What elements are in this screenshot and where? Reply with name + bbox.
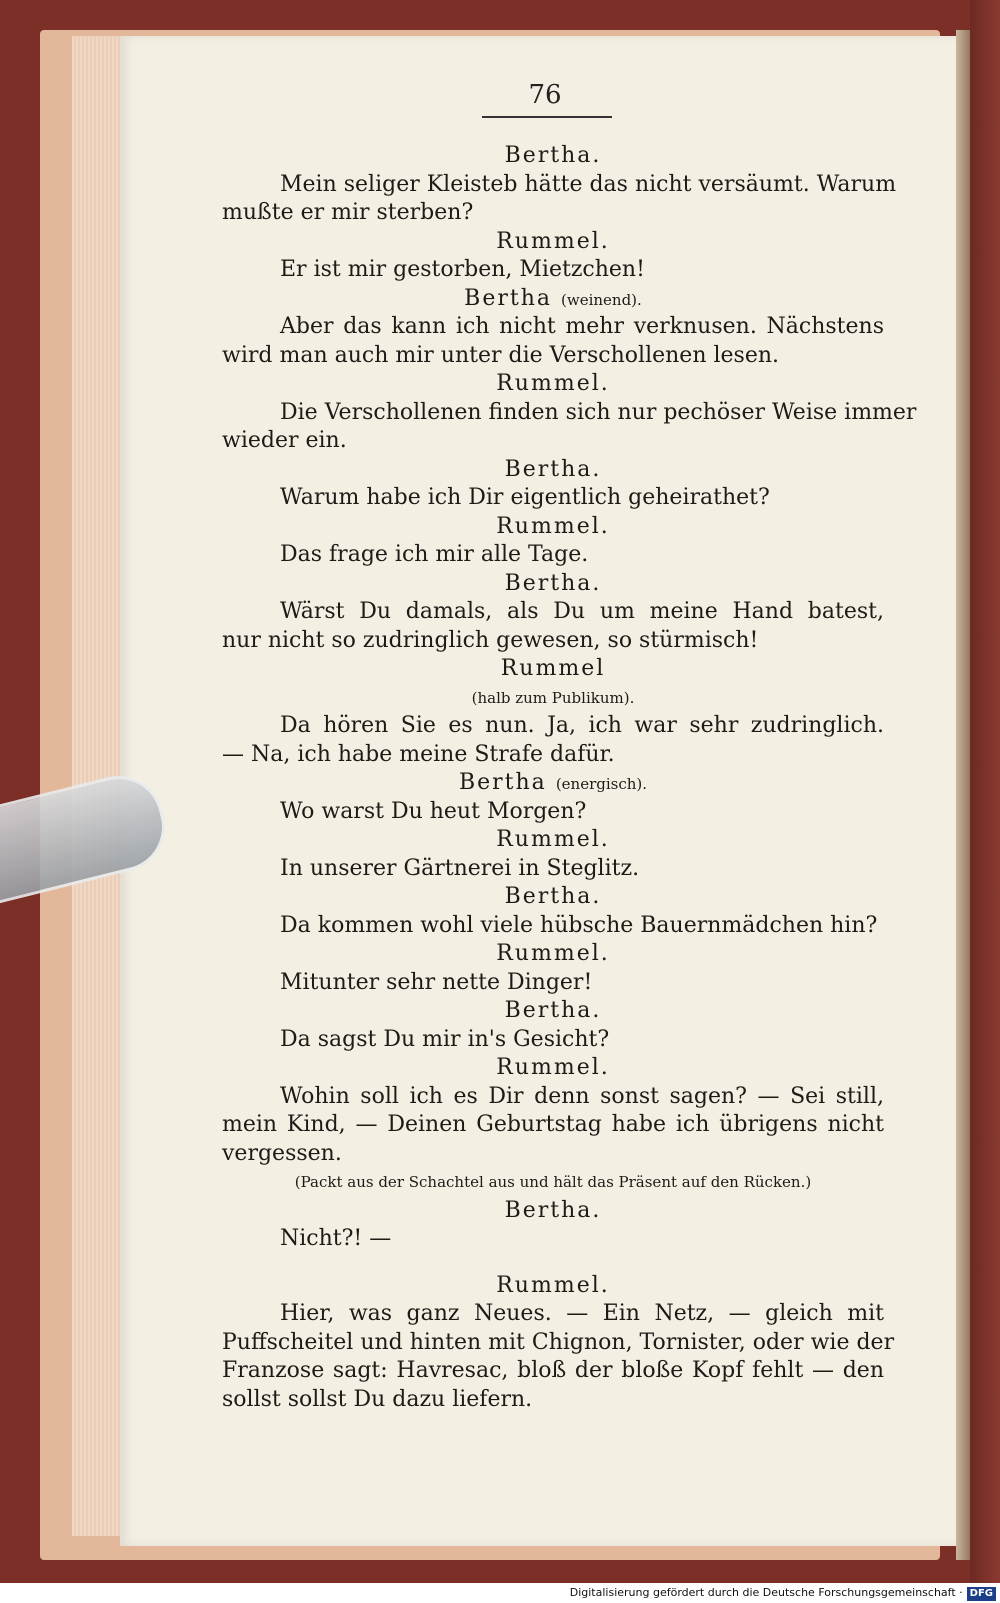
dialogue-line: Mitunter sehr nette Dinger!: [280, 969, 593, 995]
dialogue-line: nur nicht so zudringlich gewesen, so stürmisch!: [222, 627, 759, 653]
speaker-with-direction: [222, 285, 884, 314]
page-number: 76: [528, 80, 562, 110]
dfg-logo: DFG: [967, 1587, 996, 1601]
dialogue-line: wird man auch mir unter die Verschollenen lesen.: [222, 342, 780, 368]
speaker-name: Rummel.: [496, 1272, 610, 1298]
dialogue-line: mein Kind, — Deinen Geburtstag habe ich übrigens nicht: [222, 1112, 884, 1137]
spacer: [222, 1254, 884, 1272]
dialogue-line: Hier, was ganz Neues. — Ein Netz, — gleich mit: [280, 1301, 884, 1326]
dialogue-line: Wärst Du damals, als Du um meine Hand batest,: [280, 599, 884, 624]
dialogue-line: Die Verschollenen finden sich nur pechöser Weise immer: [280, 399, 917, 425]
dialogue-line: In unserer Gärtnerei in Steglitz.: [280, 855, 640, 881]
page-text: [222, 142, 917, 1414]
dialogue-line: Das frage ich mir alle Tage.: [280, 542, 589, 567]
speaker-name: Rummel.: [496, 1055, 610, 1080]
dialogue-line: Wo warst Du heut Morgen?: [280, 798, 587, 824]
scan-edge: [970, 0, 1000, 1583]
speaker-name: Bertha.: [504, 998, 602, 1023]
dialogue-line: Warum habe ich Dir eigentlich geheirathet?: [280, 485, 770, 510]
stage-direction: (halb zum Publikum).: [471, 688, 635, 707]
speaker-name: Rummel.: [496, 371, 610, 396]
dialogue-line: Wohin soll ich es Dir denn sonst sagen? — Sei still,: [280, 1083, 884, 1109]
dialogue-line: mußte er mir sterben?: [222, 200, 474, 225]
dialogue-line: Da sagst Du mir in's Gesicht?: [280, 1026, 610, 1052]
dialogue-line: sollst sollst Du dazu liefern.: [222, 1386, 533, 1412]
speaker-name: Rummel.: [496, 228, 610, 254]
dialogue-line: Er ist mir gestorben, Mietzchen!: [280, 257, 645, 282]
speaker-name: Bertha.: [504, 143, 602, 168]
speaker-name: Rummel.: [496, 513, 610, 539]
dialogue-line: — Na, ich habe meine Strafe dafür.: [222, 741, 615, 767]
speaker-name: Rummel.: [496, 827, 610, 852]
stage-direction: (weinend).: [561, 290, 642, 309]
speaker-name: Bertha.: [504, 456, 602, 482]
speaker-with-direction: [222, 769, 884, 798]
stage-direction: (Packt aus der Schachtel aus und hält das Präsent auf den Rücken.): [294, 1173, 812, 1191]
dialogue-line: Franzose sagt: Havresac, bloß der bloße Kopf fehlt — den: [222, 1358, 884, 1383]
speaker-name: Rummel.: [496, 941, 610, 966]
dialogue-line: Puffscheitel und hinten mit Chignon, Tornister, oder wie der: [222, 1329, 895, 1355]
speaker-name: Bertha.: [504, 570, 602, 596]
speaker-name: Bertha.: [504, 1197, 602, 1223]
dialogue-line: Mein seliger Kleisteb hätte das nicht versäumt. Warum: [280, 171, 897, 197]
speaker-name: Bertha.: [504, 884, 602, 909]
speaker-name: Bertha: [464, 285, 553, 311]
footer-credit: Digitalisierung gefördert durch die Deutsche Forschungsgemeinschaft ·: [569, 1586, 963, 1599]
speaker-name: Rummel: [500, 656, 606, 681]
footer: [0, 1583, 1000, 1603]
dialogue-line: vergessen.: [222, 1140, 342, 1166]
stage-direction: (energisch).: [555, 775, 648, 793]
page-number-rule: [482, 116, 612, 118]
dialogue-line: Nicht?! —: [280, 1226, 392, 1251]
dialogue-line: Aber das kann ich nicht mehr verknusen. Nächstens: [280, 314, 884, 339]
dialogue-line: Da kommen wohl viele hübsche Bauernmädchen hin?: [280, 912, 878, 938]
dialogue-line: Da hören Sie es nun. Ja, ich war sehr zudringlich.: [280, 713, 884, 738]
speaker-name: Bertha: [458, 770, 547, 795]
dialogue-line: wieder ein.: [222, 428, 347, 453]
